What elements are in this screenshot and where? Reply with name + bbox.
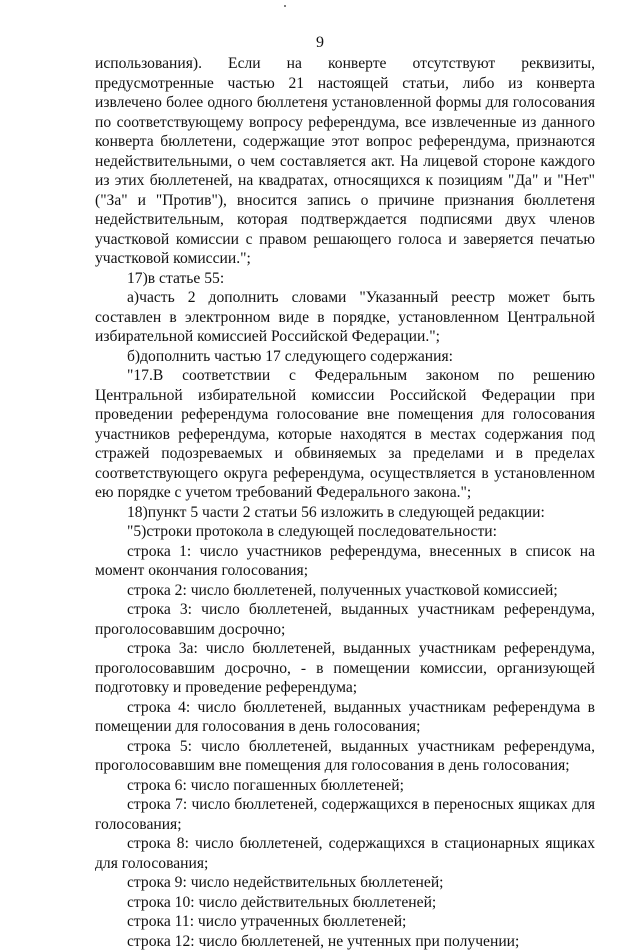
protocol-line-3a: строка 3а: число бюллетеней, выданных участникам референдума, проголосовавшим досрочно, - в помещении комиссии, организующей подготовку и проведение референдума; <box>95 639 595 698</box>
protocol-line-3: строка 3: число бюллетеней, выданных участникам референдума, проголосовавшим досрочно; <box>95 600 595 639</box>
paragraph-item-17: 17)в статье 55: <box>95 269 595 289</box>
paragraph-subitem-b: б)дополнить частью 17 следующего содержания: <box>95 347 595 367</box>
protocol-line-12: строка 12: число бюллетеней, не учтенных при получении; <box>95 932 595 951</box>
protocol-line-11: строка 11: число утраченных бюллетеней; <box>95 912 595 932</box>
protocol-line-8: строка 8: число бюллетеней, содержащихся в стационарных ящиках для голосования; <box>95 834 595 873</box>
protocol-line-1: строка 1: число участников референдума, внесенных в список на момент окончания голосования; <box>95 542 595 581</box>
protocol-line-10: строка 10: число действительных бюллетеней; <box>95 893 595 913</box>
scan-speck <box>284 5 286 7</box>
document-body <box>95 54 595 951</box>
paragraph-subitem-a: а)часть 2 дополнить словами "Указанный реестр может быть составлен в электронном виде в порядке, установленном Центральной избирательной комиссией Российской Федерации."; <box>95 288 595 347</box>
protocol-line-9: строка 9: число недействительных бюллетеней; <box>95 873 595 893</box>
paragraph-item-18: 18)пункт 5 части 2 статьи 56 изложить в следующей редакции: <box>95 503 595 523</box>
paragraph-continuation: использования). Если на конверте отсутствуют реквизиты, предусмотренные частью 21 настоящей статьи, либо из конверта извлечено более одного бюллетеня установленной формы для голосования по соответствующему вопросу референдума, все извлеченные из данного конверта бюллетени, содержащие этот вопрос референдума, признаются недействительными, о чем составляется акт. На лицевой стороне каждого из этих бюллетеней, на квадратах, относящихся к позициям "Да" и "Нет" ("За" и "Против"), вносится запись о причине признания бюллетеня недействительным, которая подтверждается подписями двух членов участковой комиссии с правом решающего голоса и заверяется печатью участковой комиссии."; <box>95 54 595 269</box>
paragraph-part-17: "17.В соответствии с Федеральным законом по решению Центральной избирательной комиссии Российской Федерации при проведении референдума голосование вне помещения для голосования участников референдума, которые находятся в местах содержания под стражей подозреваемых и обвиняемых за пределами и в пределах соответствующего округа референдума, осуществляется в установленном ею порядке с учетом требований Федерального закона."; <box>95 366 595 503</box>
page-number: 9 <box>0 34 640 52</box>
protocol-line-6: строка 6: число погашенных бюллетеней; <box>95 776 595 796</box>
protocol-line-4: строка 4: число бюллетеней, выданных участникам референдума в помещении для голосования в день голосования; <box>95 698 595 737</box>
protocol-line-5: строка 5: число бюллетеней, выданных участникам референдума, проголосовавшим вне помещения для голосования в день голосования; <box>95 737 595 776</box>
protocol-line-2: строка 2: число бюллетеней, полученных участковой комиссией; <box>95 581 595 601</box>
paragraph-protocol-lines: "5)строки протокола в следующей последовательности: <box>95 522 595 542</box>
protocol-line-7: строка 7: число бюллетеней, содержащихся в переносных ящиках для голосования; <box>95 795 595 834</box>
